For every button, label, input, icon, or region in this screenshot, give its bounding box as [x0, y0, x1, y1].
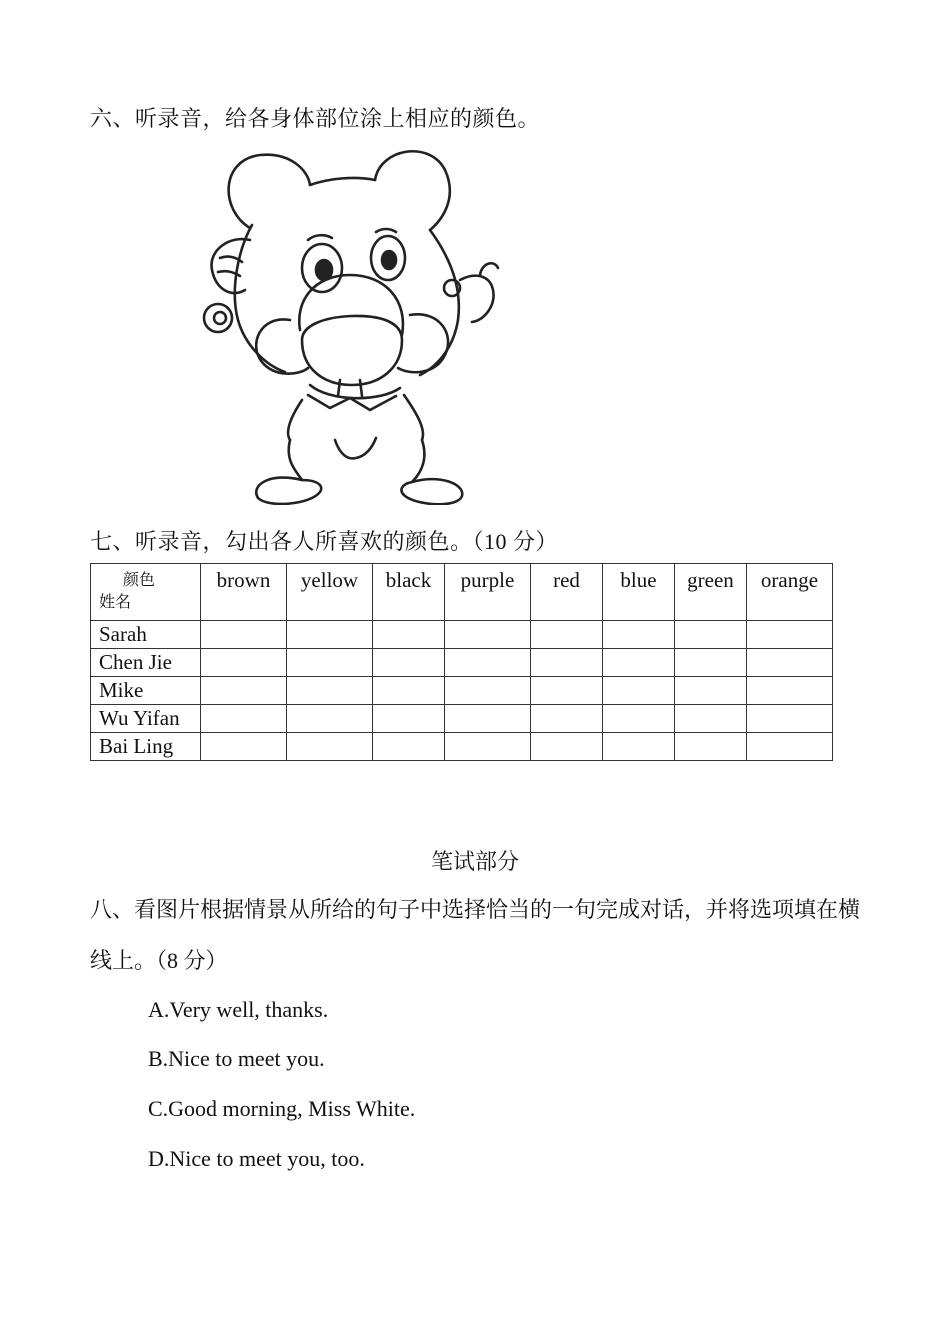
color-header: blue — [603, 564, 675, 621]
check-cell[interactable] — [747, 677, 833, 705]
check-cell[interactable] — [675, 677, 747, 705]
check-cell[interactable] — [445, 705, 531, 733]
check-cell[interactable] — [603, 649, 675, 677]
section-7-title-text: 七、听录音，勾出各人所喜欢的颜色。 — [90, 530, 473, 555]
table-row — [91, 733, 833, 761]
check-cell[interactable] — [445, 621, 531, 649]
student-name: Chen Jie — [91, 649, 201, 677]
check-cell[interactable] — [287, 733, 373, 761]
color-header: red — [531, 564, 603, 621]
section-8-title-text: 八、看图片根据情景从所给的句子中选择恰当的一句完成对话，并将选项填在横线上。 — [90, 898, 861, 974]
check-cell[interactable] — [531, 649, 603, 677]
section-6-title: 六、听录音，给各身体部位涂上相应的颜色。 — [90, 107, 541, 132]
check-cell[interactable] — [531, 733, 603, 761]
check-cell[interactable] — [603, 621, 675, 649]
check-cell[interactable] — [675, 705, 747, 733]
color-header: yellow — [287, 564, 373, 621]
corner-label-name: 姓名 — [99, 592, 132, 611]
option-b: B.Nice to meet you. — [148, 1046, 325, 1071]
check-cell[interactable] — [747, 705, 833, 733]
cartoon-bear-illustration — [190, 140, 530, 505]
color-header: black — [373, 564, 445, 621]
section-7-score: （10 分） — [472, 529, 559, 554]
table-row — [91, 649, 833, 677]
check-cell[interactable] — [675, 733, 747, 761]
check-cell[interactable] — [373, 705, 445, 733]
color-header: orange — [747, 564, 833, 621]
color-header: brown — [201, 564, 287, 621]
color-header: purple — [445, 564, 531, 621]
written-part-title: 笔试部分 — [430, 850, 519, 875]
check-cell[interactable] — [747, 649, 833, 677]
option-d: D.Nice to meet you, too. — [148, 1146, 365, 1171]
option-a: A.Very well, thanks. — [148, 997, 329, 1022]
section-7-title — [90, 525, 558, 556]
option-c: C.Good morning, Miss White. — [148, 1096, 416, 1121]
check-cell[interactable] — [287, 705, 373, 733]
table-header-row — [91, 564, 833, 621]
check-cell[interactable] — [603, 677, 675, 705]
table-corner-cell — [91, 564, 201, 621]
check-cell[interactable] — [287, 649, 373, 677]
check-cell[interactable] — [747, 733, 833, 761]
student-name: Mike — [91, 677, 201, 705]
check-cell[interactable] — [531, 677, 603, 705]
table-row — [91, 705, 833, 733]
check-cell[interactable] — [445, 677, 531, 705]
color-header: green — [675, 564, 747, 621]
check-cell[interactable] — [373, 649, 445, 677]
check-cell[interactable] — [675, 621, 747, 649]
section-8-score: （8 分） — [156, 948, 228, 973]
check-cell[interactable] — [201, 649, 287, 677]
check-cell[interactable] — [373, 677, 445, 705]
check-cell[interactable] — [287, 677, 373, 705]
check-cell[interactable] — [201, 621, 287, 649]
student-name: Sarah — [91, 621, 201, 649]
check-cell[interactable] — [445, 733, 531, 761]
check-cell[interactable] — [747, 621, 833, 649]
check-cell[interactable] — [201, 705, 287, 733]
section-8-title — [90, 886, 870, 987]
table-row — [91, 621, 833, 649]
check-cell[interactable] — [603, 705, 675, 733]
check-cell[interactable] — [373, 733, 445, 761]
check-cell[interactable] — [603, 733, 675, 761]
check-cell[interactable] — [531, 705, 603, 733]
check-cell[interactable] — [201, 733, 287, 761]
student-name: Bai Ling — [91, 733, 201, 761]
corner-label-color: 颜色 — [123, 570, 156, 589]
check-cell[interactable] — [531, 621, 603, 649]
check-cell[interactable] — [287, 621, 373, 649]
check-cell[interactable] — [373, 621, 445, 649]
favorite-colors-table — [90, 563, 833, 761]
student-name: Wu Yifan — [91, 705, 201, 733]
check-cell[interactable] — [201, 677, 287, 705]
check-cell[interactable] — [675, 649, 747, 677]
table-row — [91, 677, 833, 705]
check-cell[interactable] — [445, 649, 531, 677]
